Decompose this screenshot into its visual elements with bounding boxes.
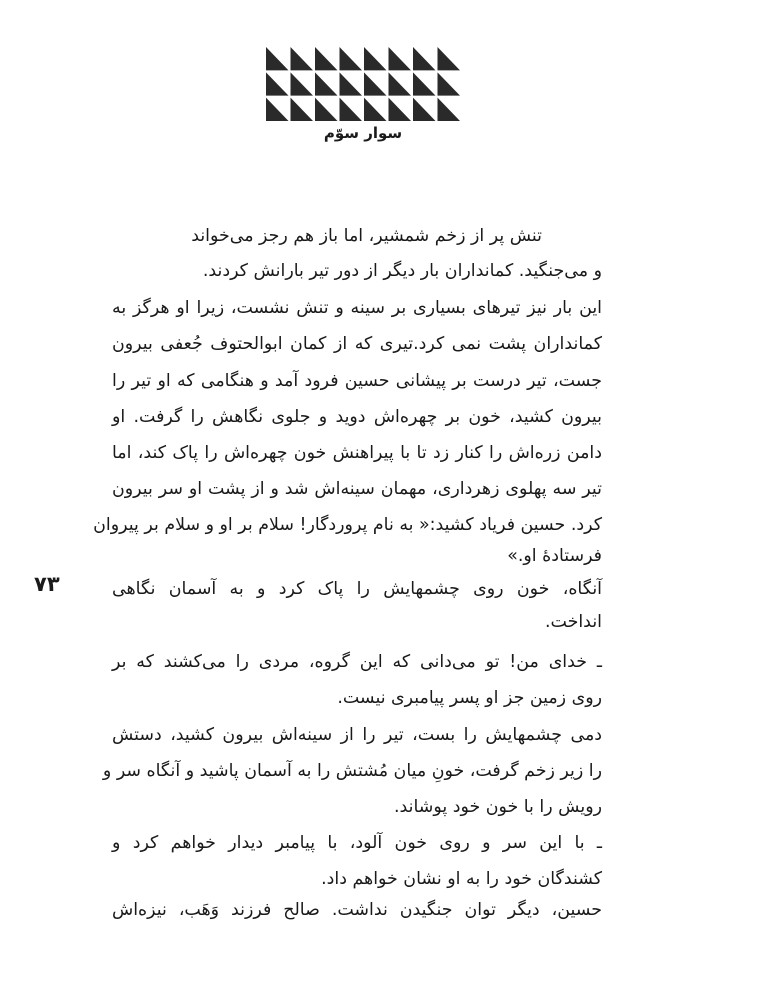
ornament-triangle bbox=[340, 72, 363, 95]
text-line: ـ با این سر و روی خون آلود، با پیامبر دیدار خواهم کرد و bbox=[112, 833, 602, 853]
text-line: انداخت. bbox=[545, 612, 602, 632]
chapter-title: سوار سوّم bbox=[323, 124, 403, 142]
ornament-triangle bbox=[340, 47, 363, 70]
ornament-triangle bbox=[364, 72, 387, 95]
ornament-triangle bbox=[389, 47, 412, 70]
ornament-triangle bbox=[315, 72, 338, 95]
page-number: ۷۳ bbox=[34, 572, 60, 596]
ornament-triangle bbox=[364, 47, 387, 70]
ornament-triangle bbox=[438, 72, 461, 95]
text-line: کشندگان خود را به او نشان خواهم داد. bbox=[321, 869, 602, 889]
ornament-triangle bbox=[364, 98, 387, 121]
ornament-triangle bbox=[266, 98, 289, 121]
ornament-triangle bbox=[340, 98, 363, 121]
ornament-triangle bbox=[413, 47, 436, 70]
text-line: روی زمین جز او پسر پیامبری نیست. bbox=[337, 688, 602, 708]
ornament-triangle bbox=[291, 47, 314, 70]
ornament-triangle bbox=[291, 98, 314, 121]
ornament-triangle bbox=[438, 98, 461, 121]
ornament-triangle bbox=[413, 72, 436, 95]
text-line: این بار نیز تیرهای بسیاری بر سینه و تنش نشست، زیرا او هرگز به bbox=[112, 298, 602, 318]
ornament-triangle bbox=[315, 98, 338, 121]
triangle-ornament bbox=[265, 46, 461, 122]
text-line: دامن زره‌اش را کنار زد تا با پیراهنش خون چهره‌اش را پاک کند، اما bbox=[112, 443, 602, 463]
text-line: آنگاه، خون روی چشمهایش را پاک کرد و به آسمان نگاهی bbox=[112, 579, 602, 599]
text-line: دمی چشمهایش را بست، تیر را از سینه‌اش بیرون کشید، دستش bbox=[112, 725, 602, 745]
text-line: فرستادهٔ او.» bbox=[507, 546, 602, 566]
text-line: بیرون کشید، خون بر چهره‌اش دوید و جلوی نگاهش را گرفت. او bbox=[112, 407, 602, 427]
text-line: جست، تیر درست بر پیشانی حسین فرود آمد و هنگامی که او تیر را bbox=[112, 371, 602, 391]
ornament-triangle bbox=[389, 72, 412, 95]
ornament-triangle bbox=[438, 47, 461, 70]
ornament-triangle bbox=[413, 98, 436, 121]
text-line: ـ خدای من! تو می‌دانی که این گروه، مردی را می‌کشند که بر bbox=[112, 652, 602, 672]
text-line: رویش را با خون خود پوشاند. bbox=[394, 797, 602, 817]
ornament-triangle bbox=[266, 72, 289, 95]
text-line: تیر سه پهلوی زهرداری، مهمان سینه‌اش شد و از پشت او سر بیرون bbox=[112, 479, 602, 499]
text-line: کمانداران پشت نمی کرد.تیری که از کمان ابوالحتوف جُعفی بیرون bbox=[112, 334, 602, 354]
ornament-triangle bbox=[315, 47, 338, 70]
text-line: و می‌جنگید. کمانداران بار دیگر از دور تیر بارانش کردند. bbox=[202, 261, 602, 281]
text-line: کرد. حسین فریاد کشید:« به نام پروردگار! سلام بر او و سلام بر پیروان bbox=[93, 515, 602, 535]
text-line: حسین، دیگر توان جنگیدن نداشت. صالح فرزند وَهَب، نیزه‌اش bbox=[112, 900, 602, 920]
ornament-triangle bbox=[291, 72, 314, 95]
ornament-triangle bbox=[266, 47, 289, 70]
text-line: را زیر زخم گرفت، خونِ میان مُشتش را به آسمان پاشید و آنگاه سر و bbox=[102, 761, 602, 781]
ornament-triangle bbox=[389, 98, 412, 121]
text-line: تنش پر از زخم شمشیر، اما باز هم رجز می‌خواند bbox=[191, 226, 542, 246]
